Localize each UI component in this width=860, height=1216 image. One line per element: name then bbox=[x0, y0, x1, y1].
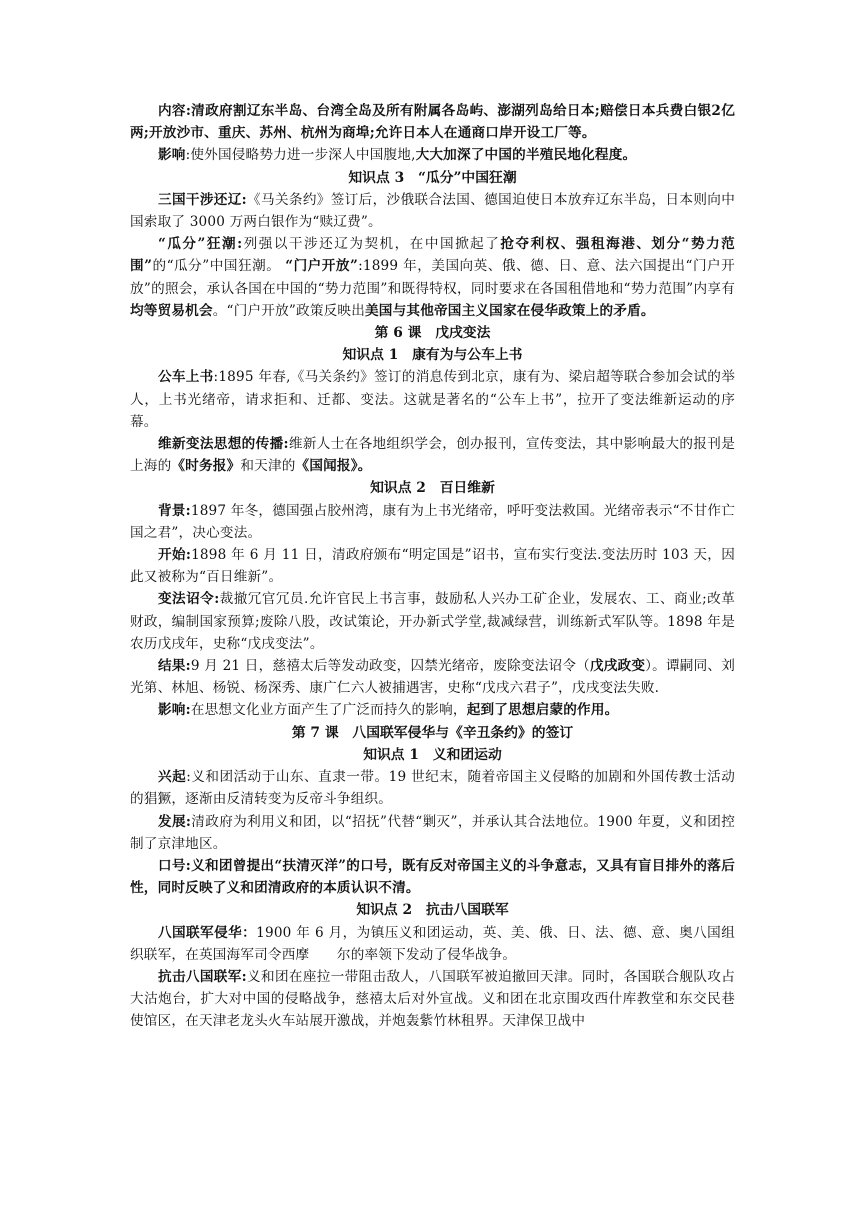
text: 1900 年 6 月，为镇压义和团运动，英、美、俄、日、法、德、意、奥八国组织联军，在英国海军司令西摩 尔的率领下发动了侵华战争。 bbox=[130, 924, 735, 963]
bold-text: 背景: bbox=[158, 502, 191, 519]
bold-text: 内容:清政府割辽东半岛、台湾全岛及所有附属各岛屿、澎湖列岛给日本;赔偿日本兵费白银2亿两;开放沙市、重庆、苏州、杭州为商埠;允许日本人在通商口岸开设工厂等。 bbox=[130, 103, 735, 142]
text: 和天津的 bbox=[240, 458, 296, 475]
bold-text: “门户开放” bbox=[285, 258, 359, 275]
bold-text: 兴起 bbox=[158, 769, 187, 786]
bold-text: 均等贸易机会 bbox=[130, 302, 213, 319]
text: 9 月 21 日，慈禧太后等发动政变，囚禁光绪帝，废除变法诏令（ bbox=[190, 658, 590, 675]
paragraph bbox=[130, 966, 735, 1033]
paragraph bbox=[130, 500, 735, 544]
section-heading: 知识点 1 义和团运动 bbox=[363, 746, 502, 763]
paragraph bbox=[130, 544, 735, 588]
text: 。“门户开放”政策反映出 bbox=[212, 302, 366, 319]
text: 维新人士在各地组织学会，创办报刊，宣传变法，其中影响最大的报刊是上海的 bbox=[130, 436, 735, 475]
text: :1899 年，美国向英、俄、德、日、意、法六国提出“门户开放”的照会，承认各国在中国的“势力范围”和既得特权，同时要求在各国租借地和“势力范围”内享有 bbox=[130, 258, 735, 297]
section-heading: 第 7 课 八国联军侵华与《辛丑条约》的签订 bbox=[291, 724, 574, 741]
section-heading: 第 6 课 戊戌变法 bbox=[374, 325, 491, 342]
paragraph bbox=[130, 433, 735, 477]
text: 《马关条约》签订后，沙俄联合法国、德国迫使日本放弃辽东半岛，日本则向中国索取了 3000 万两白银作为“赎辽费”。 bbox=[130, 191, 736, 231]
text: 义和团在座拉一带阻击敌人，八国联军被迫撤回天津。同时，各国联合舰队攻占大沽炮台，扩大对中国的侵略战争，慈禧太后对外宣战。义和团在北京围攻西什库教堂和东交民巷使馆区，在天津老龙头火车站展开激战，并炮轰紫竹林租界。天津保卫战中 bbox=[130, 968, 736, 1030]
text: 清政府为利用义和团，以“招抚”代替“剿灭”，并承认其合法地位。1900 年夏，义和团控制了京津地区。 bbox=[130, 813, 736, 852]
paragraph bbox=[130, 922, 735, 966]
paragraph bbox=[130, 144, 735, 166]
bold-text: 发展: bbox=[158, 813, 192, 830]
text: :1895 年春,《马关条约》签订的消息传到北京，康有为、梁启超等联合参加会试的举人，上书光绪帝，请求拒和、迁都、变法。这就是著名的“公车上书”，拉开了变法维新运动的序幕。 bbox=[130, 369, 735, 430]
bold-text: 开始: bbox=[158, 547, 192, 564]
section-heading: 知识点 2 百日维新 bbox=[370, 480, 495, 497]
bold-text: 口号:义和团曾提出“扶清灭洋”的口号，既有反对帝国主义的斗争意志，又具有盲目排外的落后性，同时反映了义和团清政府的本质认识不清。 bbox=[130, 857, 735, 897]
bold-text: 抗击八国联军: bbox=[158, 968, 247, 985]
paragraph bbox=[130, 766, 735, 810]
text: 1897 年冬，德国强占胶州湾，康有为上书光绪帝，呼吁变法救国。光绪帝表示“不甘作亡国之君”，决心变法。 bbox=[130, 502, 736, 541]
section-heading: 知识点 1 康有为与公车上书 bbox=[342, 347, 523, 364]
section-heading: 知识点 3 “瓜分”中国狂潮 bbox=[348, 169, 517, 186]
text: :使外国侵略势力进一步深人中国腹地, bbox=[185, 147, 416, 164]
paragraph bbox=[130, 366, 735, 433]
bold-text: 影响: bbox=[158, 702, 191, 719]
text: 列强以干涉还辽为契机，在中国掀起了 bbox=[242, 236, 501, 253]
paragraph bbox=[130, 189, 735, 233]
bold-text: “瓜分”狂潮: bbox=[158, 236, 243, 253]
bold-text: 维新变法思想的传播: bbox=[158, 436, 289, 453]
text: 裁撤冗官冗员.允许官民上书言事，鼓励私人兴办工矿企业，发展农、工、商业;改革财政，编制国家预算;废除八股，改试策论，开办新式学堂,裁减绿营，训练新式军队等。1898 年是农历戊戌年，史称“戊戌变法”。 bbox=[130, 591, 735, 652]
bold-text: 八国联军侵华： bbox=[158, 924, 257, 941]
text: 在思想文化业方面产生了广泛而持久的影响， bbox=[190, 702, 467, 719]
section-heading: 知识点 2 抗击八国联军 bbox=[356, 902, 509, 919]
bold-text: 起到了思想启蒙的作用。 bbox=[466, 702, 619, 719]
paragraph bbox=[130, 699, 735, 721]
bold-text: 三国干涉还辽: bbox=[158, 191, 247, 208]
bold-text: 变法诏令: bbox=[158, 591, 220, 608]
bold-text: 抢夺利权、强租海港、划分“势力范围” bbox=[130, 236, 735, 275]
bold-text: 大大加深了中国的半殖民地化程度。 bbox=[415, 147, 637, 164]
paragraph bbox=[130, 855, 735, 899]
paragraph bbox=[130, 588, 735, 655]
text: ）。谭嗣同、刘光第、林旭、杨锐、杨深秀、康广仁六人被捕遇害，史称“戊戌六君子”，戊戌变法失败. bbox=[130, 658, 735, 697]
bold-text: 结果: bbox=[158, 658, 191, 675]
paragraph bbox=[130, 811, 735, 855]
bold-text: 《国闻报》。 bbox=[295, 458, 372, 475]
paragraph bbox=[130, 100, 735, 144]
bold-text: 美国与其他帝国主义国家在侵华政策上的矛盾。 bbox=[365, 302, 655, 319]
text: 1898 年 6 月 11 日，清政府颁布“明定国是”诏书，宣布实行变法.变法历时 103 天，因此又被称为“百日维新”。 bbox=[130, 547, 735, 586]
bold-text: 公车上书 bbox=[158, 369, 214, 386]
text: 的“瓜分”中国狂潮。 bbox=[152, 258, 286, 275]
bold-text: 戊戌政变 bbox=[589, 658, 646, 675]
paragraph bbox=[130, 233, 735, 322]
bold-text: 影响 bbox=[158, 147, 186, 164]
bold-text: 《时务报》 bbox=[171, 458, 241, 475]
paragraph bbox=[130, 655, 735, 699]
document-page bbox=[130, 100, 735, 1033]
text: :义和团活动于山东、直隶一带。19 世纪末，随着帝国主义侵略的加剧和外国传教士活动的猖獗，逐渐由反清转变为反帝斗争组织。 bbox=[130, 769, 735, 808]
